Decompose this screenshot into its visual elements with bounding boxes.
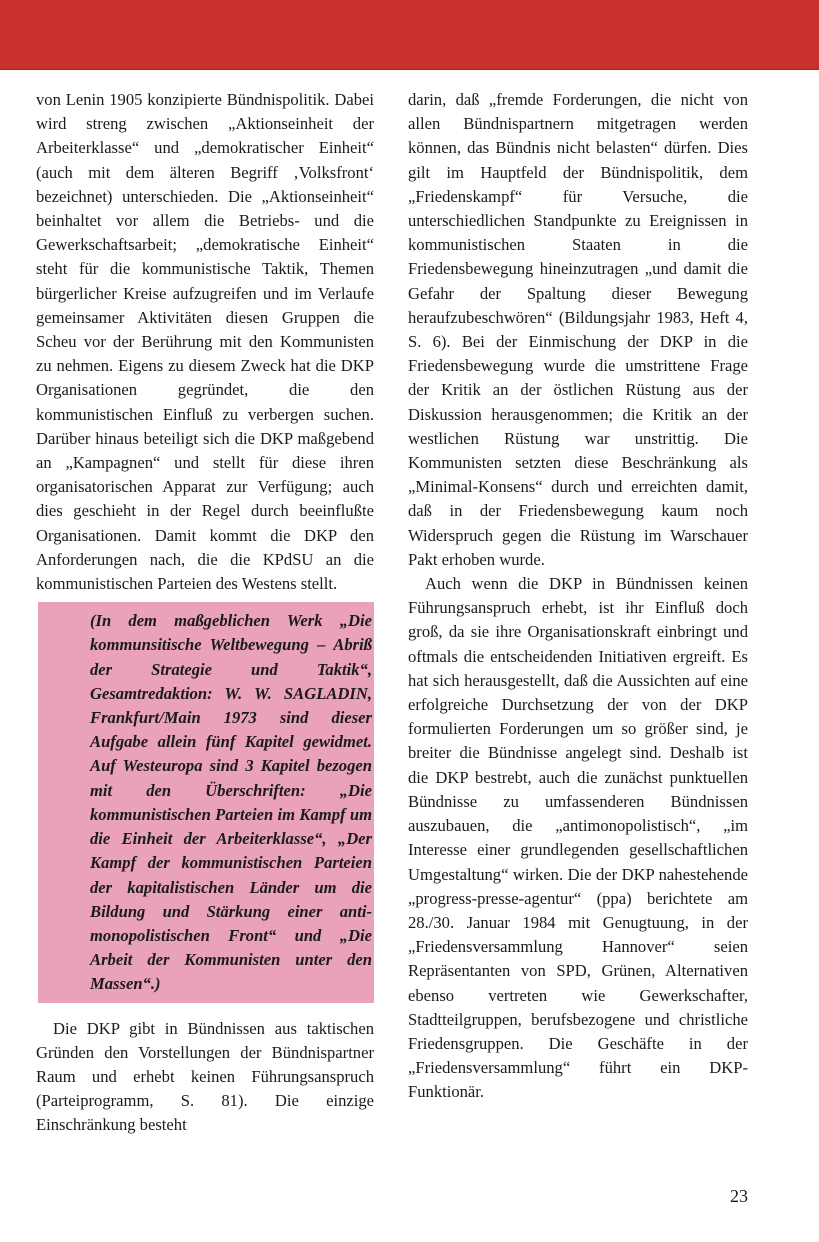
paragraph-right-2: Auch wenn die DKP in Bündnissen keinen Führungsanspruch erhebt, ist ihr Einfluß doch groß, da sie ihre Organisationskraft einbringt und oftmals die entscheidenden Initiativen ergreift. Es hat sich herausgestellt, daß die Aussichten auf eine erfolgreiche Durchsetzung der von der DKP formulierten Forderungen um so größer sind, je breiter die Bündnisse angelegt sind. Deshalb ist die DKP bestrebt, auch die zunächst punktuellen Bündnisse zu umfassenderen Bündnissen auszubauen, die „antimonopolistisch“, „im Interesse einer grundlegenden gesellschaftlichen Umgestaltung“ wirken. Die der DKP nahestehende „progress-presse-agentur“ (ppa) berichtete am 28./30. Januar 1984 mit Genugtuung, in der „Friedensversammlung Hannover“ seien Repräsentanten von SPD, Grünen, Alternativen ebenso vertreten wie Gewerkschafter, Stadtteilgruppen, berufsbezogene und christliche Friedensgruppen. Die Geschäfte in der „Friedensversammlung“ führt ein DKP-Funktionär. [408,574,748,1102]
right-column [408,88,748,1105]
highlighted-note-box: (In dem maßgeblichen Werk „Die kommunsitische Weltbewegung – Abriß der Strategie und Taktik“, Gesamtredaktion: W. W. SAGLADIN, Frankfurt/Main 1973 sind dieser Aufgabe allein fünf Kapitel gewidmet. Auf Westeuropa sind 3 Kapitel bezogen mit den Überschriften: „Die kommunistischen Parteien im Kampf um die Einheit der Arbeiterklasse“, „Der Kampf der kommunistischen Parteien der kapitalistischen Länder um die Bildung und Stärkung einer anti-monopolistischen Front“ und „Die Arbeit der Kommunisten unter den Massen“.) [38,602,374,1002]
paragraph-left-2: Die DKP gibt in Bündnissen aus taktischen Gründen den Vorstellungen der Bündnispartner Raum und erhebt keinen Führungsanspruch (Parteiprogramm, S. 81). Die einzige Einschränkung besteht [36,1018,374,1135]
page-number: 23 [730,1186,748,1206]
paragraph-right-1: darin, daß „fremde Forderungen, die nicht von allen Bündnispartnern mitgetragen werden können, das Bündnis nicht belasten“ dürfen. Dies gilt im Hauptfeld der Bündnispolitik, dem „Friedenskampf“ für Versuche, die unterschiedlichen Standpunkte zu Ereignissen in kommunistischen Staaten in die Friedensbewegung hineinzutragen „und damit die Gefahr der Spaltung dieser Bewegung heraufzubeschwören“ (Bildungsjahr 1983, Heft 4, S. 6). Bei der Einmischung der DKP in die Friedensbewegung wurde die umstrittene Frage der Kritik an der östlichen Rüstung aus der Diskussion herausgenommen; die Kritik an der westlichen Rüstung war unstrittig. Die Kommunisten setzten diese Beschränkung als „Minimal-Konsens“ durch und erreichten damit, daß in der Friedensbewegung kaum noch Widerspruch gegen die Rüstung im Warschauer Pakt erhoben wurde. [408,90,748,569]
paragraph-left-1: von Lenin 1905 konzipierte Bündnispolitik. Dabei wird streng zwischen „Aktionseinheit der Arbeiterklasse“ und „demokratischer Einheit“ (auch mit dem älteren Begriff ‚Volksfront‘ bezeichnet) unterschieden. Die „Aktionseinheit“ beinhaltet vor allem die Betriebs- und die Gewerkschaftsarbeit; „demokratische Einheit“ steht für die kommunistische Taktik, Themen bürgerlicher Kreise aufzugreifen und im Verlaufe gemeinsamer Aktivitäten diesen Gruppen die Scheu vor der Berührung mit den Kommunisten zu nehmen. Eigens zu diesem Zweck hat die DKP Organisationen gegründet, die den kommunistischen Einfluß zu verbergen suchen. Darüber hinaus beteiligt sich die DKP maßgebend an „Kampagnen“ und stellt für diese ihren organisatorischen Apparat zur Verfügung; auch dies geschieht in der Regel durch beeinflußte Organisationen. Damit kommt die DKP den Anforderungen nach, die die KPdSU an die kommunistischen Parteien des Westens stellt. [36,90,374,594]
header-color-band [0,0,819,70]
left-column [36,88,374,1138]
